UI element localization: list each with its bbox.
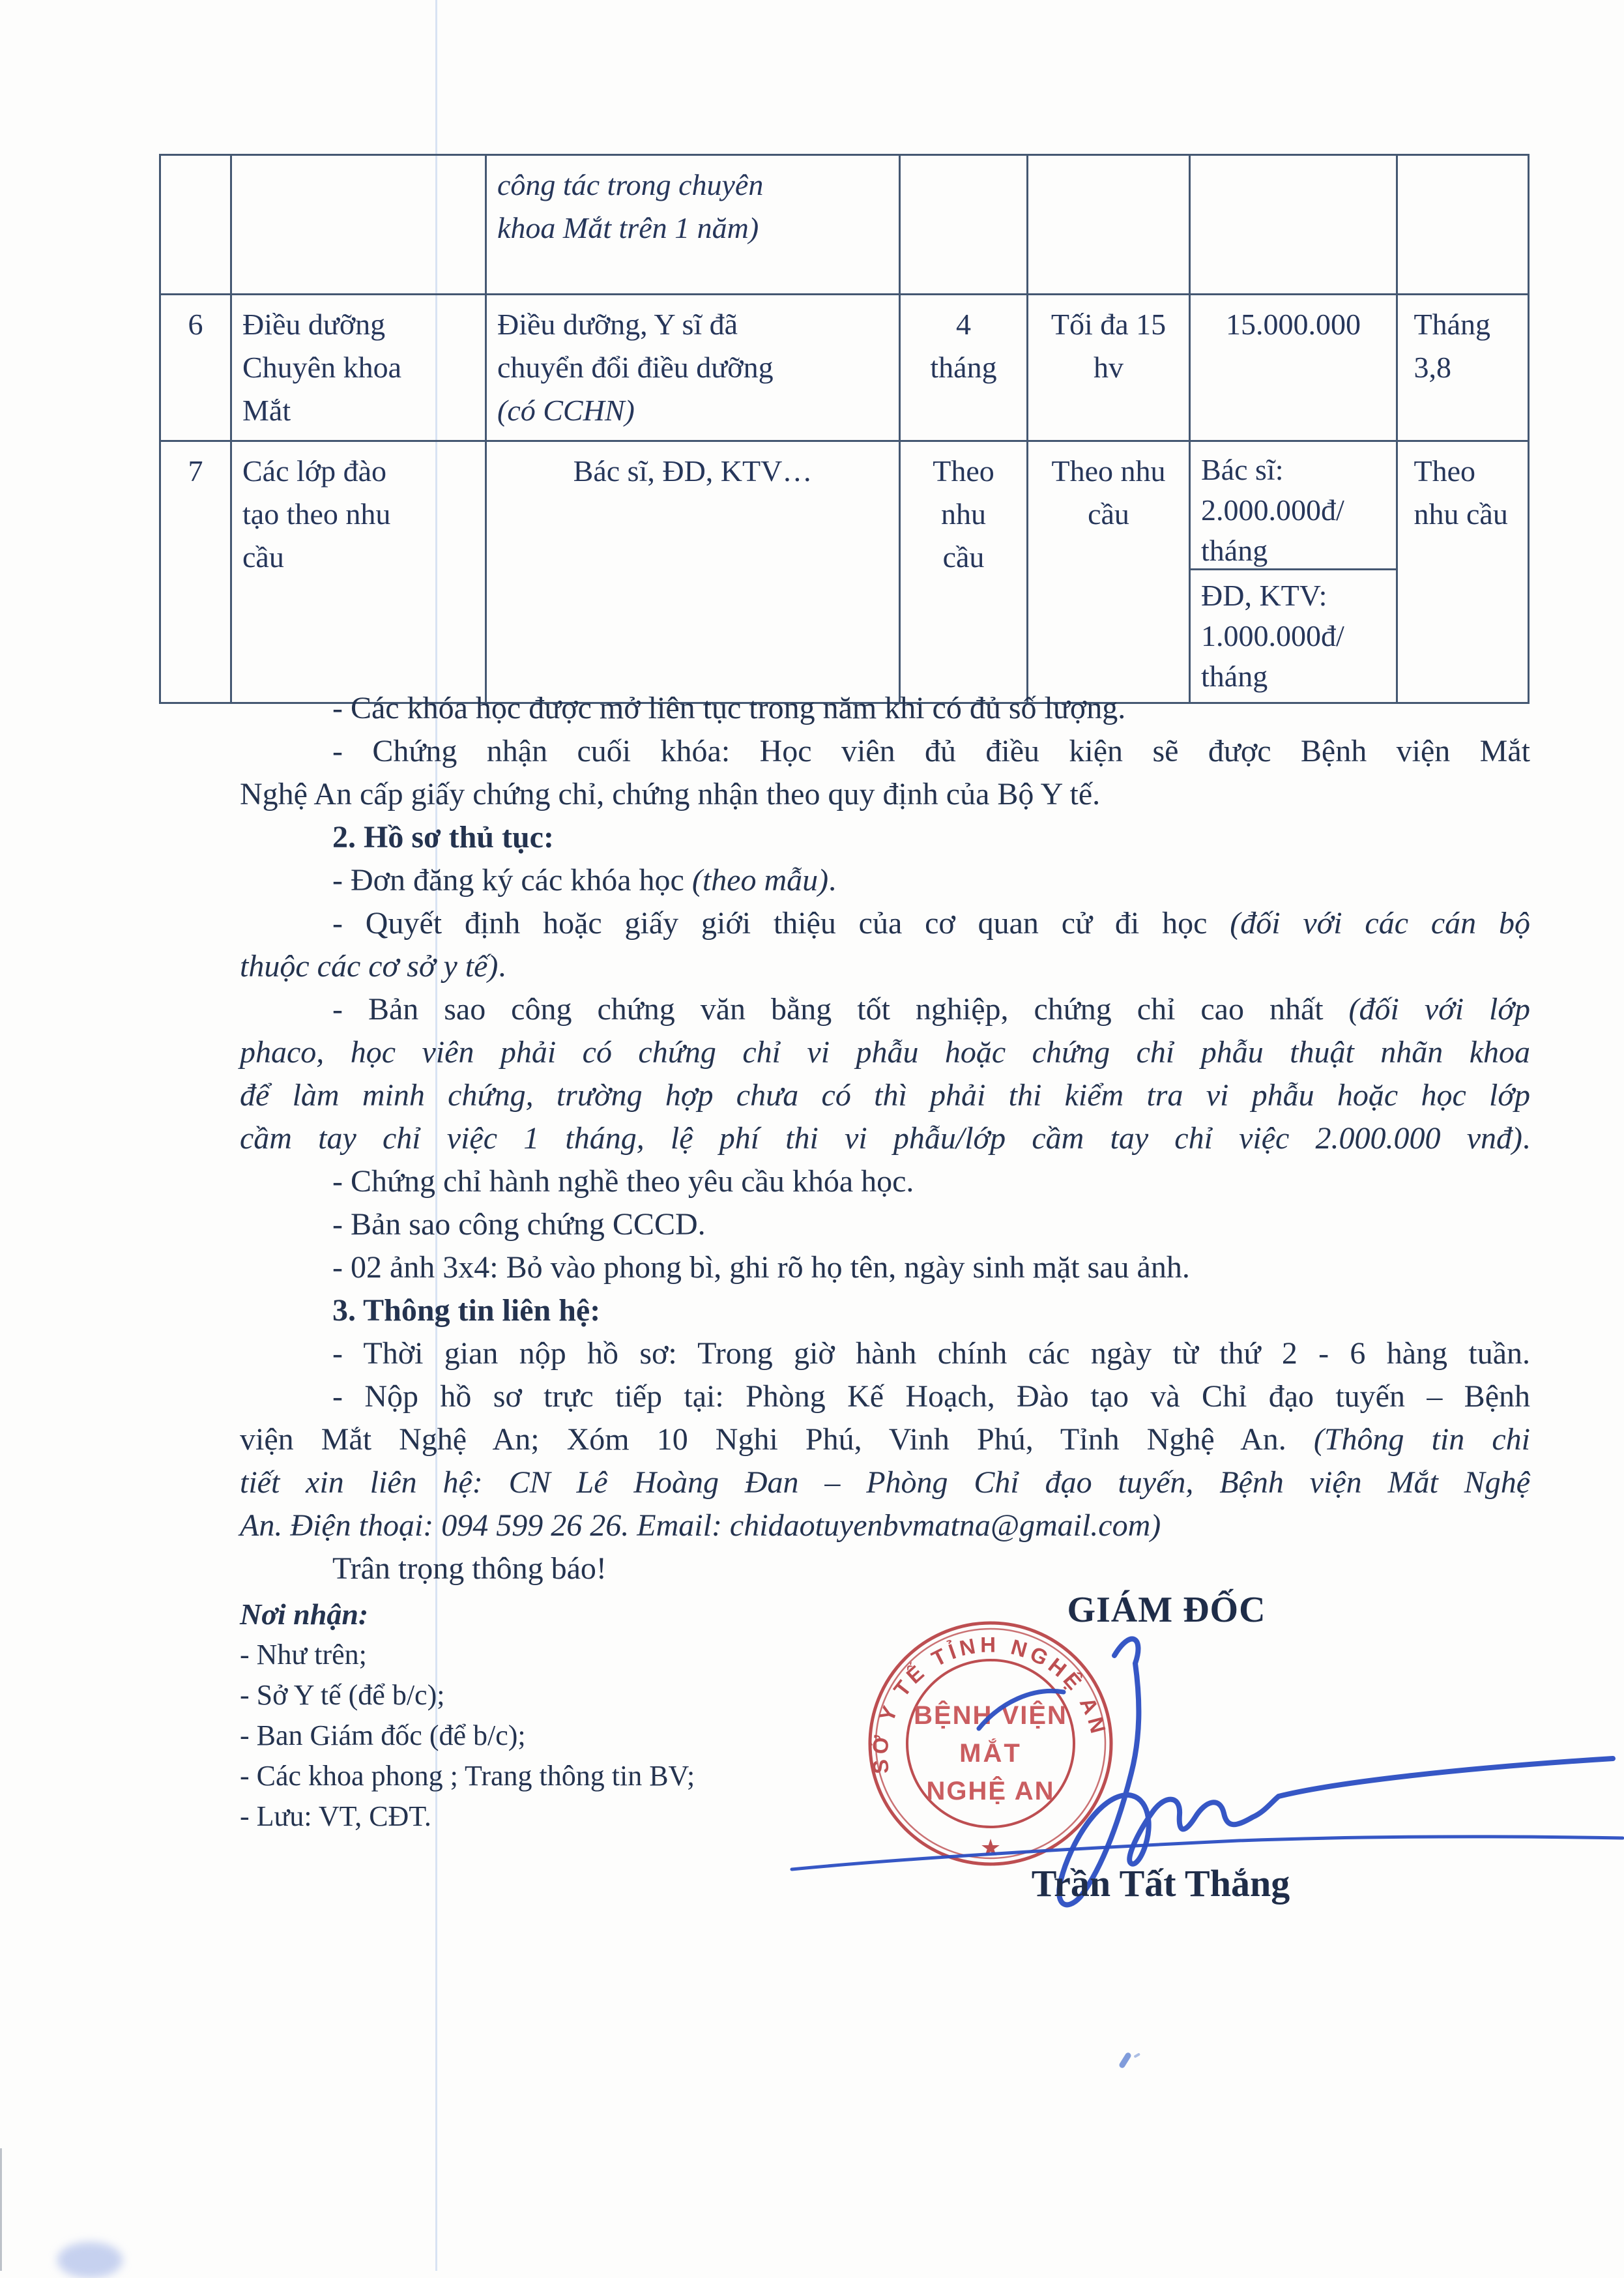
duration-text: 4 tháng [930, 308, 997, 384]
cell-no [160, 155, 231, 295]
cell-course-name [231, 295, 486, 441]
cell-quantity [1028, 441, 1190, 703]
body-line [240, 1418, 1530, 1461]
body-line [240, 988, 1530, 1031]
table-row-7 [160, 441, 1529, 703]
course-name-text: Điều dưỡng Chuyên khoa Mắt [242, 308, 402, 427]
body-line [240, 1160, 1530, 1203]
line-text: - Bản sao công chứng CCCD. [332, 1207, 706, 1242]
line-italic: cầm tay chỉ việc 1 tháng, lệ phí thi vi phẫu/lớp cầm tay chỉ việc 2.000.000 vnđ) [240, 1121, 1522, 1156]
line-text: . [1522, 1121, 1530, 1156]
body-line [240, 1461, 1530, 1504]
line-text: . [498, 949, 506, 984]
quantity-text: Theo nhu cầu [1051, 454, 1166, 531]
line-italic: (theo mẫu) [691, 863, 829, 898]
line-text: . [828, 863, 837, 898]
body-line [240, 1203, 1530, 1246]
body-line [240, 1332, 1530, 1375]
cell-month [1397, 441, 1529, 703]
ink-mark [1118, 2052, 1132, 2069]
course-table [159, 154, 1530, 704]
scan-edge [0, 2148, 2, 2271]
month-text: Theo nhu cầu [1414, 454, 1508, 531]
line-text: - Các khóa học được mở liên tục trong năm khi có đủ số lượng. [332, 691, 1126, 725]
fee-doctor-text [1191, 442, 1396, 568]
line-text: - Chứng chỉ hành nghề theo yêu cầu khóa học. [332, 1164, 914, 1199]
line-text: 3. Thông tin liên hệ: [332, 1293, 601, 1328]
seal-ring-text: SỞ Y TẾ TỈNH NGHỆ AN [867, 1632, 1112, 1775]
line-text: - 02 ảnh 3x4: Bỏ vào phong bì, ghi rõ họ tên, ngày sinh mặt sau ảnh. [332, 1250, 1190, 1285]
line-text: - Thời gian nộp hồ sơ: Trong giờ hành chính các ngày từ thứ 2 - 6 hàng tuần. [332, 1336, 1530, 1371]
body-line [240, 859, 1530, 902]
cell-audience [486, 295, 900, 441]
recipients-label: Nơi nhận: [240, 1598, 369, 1631]
body-line [240, 1117, 1530, 1160]
body-line [240, 945, 1530, 988]
line-italic: (Thông tin chi [1313, 1422, 1530, 1457]
body-line [240, 1246, 1530, 1289]
line-italic: (đối với lớp [1348, 992, 1531, 1027]
line-text: - Đơn đăng ký các khóa học [332, 863, 692, 898]
recipient-item: - Sở Y tế (để b/c); [240, 1679, 445, 1711]
line-text: 2. Hồ sơ thủ tục: [332, 820, 554, 854]
document-body [240, 687, 1530, 1590]
line-italic: tiết xin liên hệ: CN Lê Hoàng Đan – Phòng Chỉ đạo tuyến, Bệnh viện Mắt Nghệ [240, 1465, 1530, 1500]
recipient-item: - Ban Giám đốc (để b/c); [240, 1719, 526, 1751]
carryover-audience-text: công tác trong chuyên khoa Mắt trên 1 năm) [497, 168, 764, 244]
seal-center-line3: NGHỆ AN [926, 1777, 1055, 1805]
line-text: - Chứng nhận cuối khóa: Học viên đủ điều kiện sẽ được Bệnh viện Mắt [332, 734, 1530, 768]
cell-audience: Bác sĩ, ĐD, KTV… [486, 441, 900, 703]
line-italic: (đối với các cán bộ [1230, 906, 1530, 941]
table-row-carryover [160, 155, 1529, 295]
cell-fee: 15.000.000 [1190, 295, 1397, 441]
cell-duration [900, 295, 1028, 441]
body-line [240, 687, 1530, 730]
cell-quantity [1028, 295, 1190, 441]
body-line [240, 773, 1530, 816]
cell-month [1397, 155, 1529, 295]
fee-staff-text [1191, 568, 1396, 702]
signer-name: Trần Tất Thắng [1031, 1862, 1290, 1905]
section-heading-lien-he [240, 1289, 1530, 1332]
hospital-seal [867, 1620, 1114, 1867]
audience-note-text: (có CCHN) [497, 394, 635, 427]
line-italic: phaco, học viên phải có chứng chỉ vi phẫu hoặc chứng chỉ phẫu thuật nhãn khoa [240, 1035, 1530, 1070]
cell-month [1397, 295, 1529, 441]
recipient-item: - Như trên; [240, 1639, 367, 1671]
seal-center-line1: BỆNH VIỆN [914, 1701, 1067, 1730]
duration-text: Theo nhu cầu [933, 454, 994, 574]
line-text: - Quyết định hoặc giấy giới thiệu của cơ quan cử đi học [332, 906, 1230, 941]
line-text: - Nộp hồ sơ trực tiếp tại: Phòng Kế Hoạch, Đào tạo và Chỉ đạo tuyến – Bệnh [332, 1379, 1530, 1414]
cell-fee [1190, 155, 1397, 295]
recipient-item: - Lưu: VT, CĐT. [240, 1800, 431, 1832]
seal-star-icon: ★ [979, 1834, 1002, 1861]
course-name-text: Các lớp đào tạo theo nhu cầu [242, 454, 391, 574]
body-line [240, 1074, 1530, 1117]
body-line [240, 1375, 1530, 1418]
body-line [240, 1504, 1530, 1547]
cell-duration [900, 441, 1028, 703]
line-text: Nghệ An cấp giấy chứng chỉ, chứng nhận theo quy định của Bộ Y tế. [240, 777, 1101, 811]
fee-doctor-value: Bác sĩ: 2.000.000đ/ tháng [1201, 453, 1344, 567]
cell-no: 7 [160, 441, 231, 703]
cell-fee [1190, 441, 1397, 703]
seal-center-line2: MẮT [959, 1739, 1022, 1768]
month-text: Tháng 3,8 [1414, 308, 1491, 384]
cell-course-name [231, 155, 486, 295]
body-line [240, 1031, 1530, 1074]
cell-duration [900, 155, 1028, 295]
closing-line [240, 1547, 1530, 1590]
audience-text: Điều dưỡng, Y sĩ đã chuyển đổi điều dưỡng [497, 308, 774, 384]
line-text: Trân trọng thông báo! [332, 1551, 607, 1586]
line-text: viện Mắt Nghệ An; Xóm 10 Nghi Phú, Vinh Phú, Tỉnh Nghệ An. [240, 1422, 1314, 1457]
table-row-6 [160, 295, 1529, 441]
scan-smudge [57, 2242, 123, 2278]
cell-no: 6 [160, 295, 231, 441]
body-line [240, 902, 1530, 945]
line-italic: thuộc các cơ sở y tế) [240, 949, 499, 984]
line-italic: An. Điện thoại: 094 599 26 26. Email: chidaotuyenbvmatna@gmail.com) [240, 1508, 1161, 1543]
director-title: GIÁM ĐỐC [1067, 1590, 1266, 1630]
quantity-text: Tối đa 15 hv [1051, 308, 1167, 384]
cell-quantity [1028, 155, 1190, 295]
cell-course-name [231, 441, 486, 703]
section-heading-ho-so [240, 816, 1530, 859]
line-text: - Bản sao công chứng văn bằng tốt nghiệp, chứng chỉ cao nhất [332, 992, 1349, 1027]
fee-staff-value: ĐD, KTV: 1.000.000đ/ tháng [1201, 579, 1344, 693]
line-italic: để làm minh chứng, trường hợp chưa có thì phải thi kiểm tra vi phẫu hoặc học lớp [240, 1078, 1530, 1113]
recipients-block [240, 1594, 695, 1837]
cell-audience [486, 155, 900, 295]
body-line [240, 730, 1530, 773]
recipient-item: - Các khoa phong ; Trang thông tin BV; [240, 1760, 695, 1792]
